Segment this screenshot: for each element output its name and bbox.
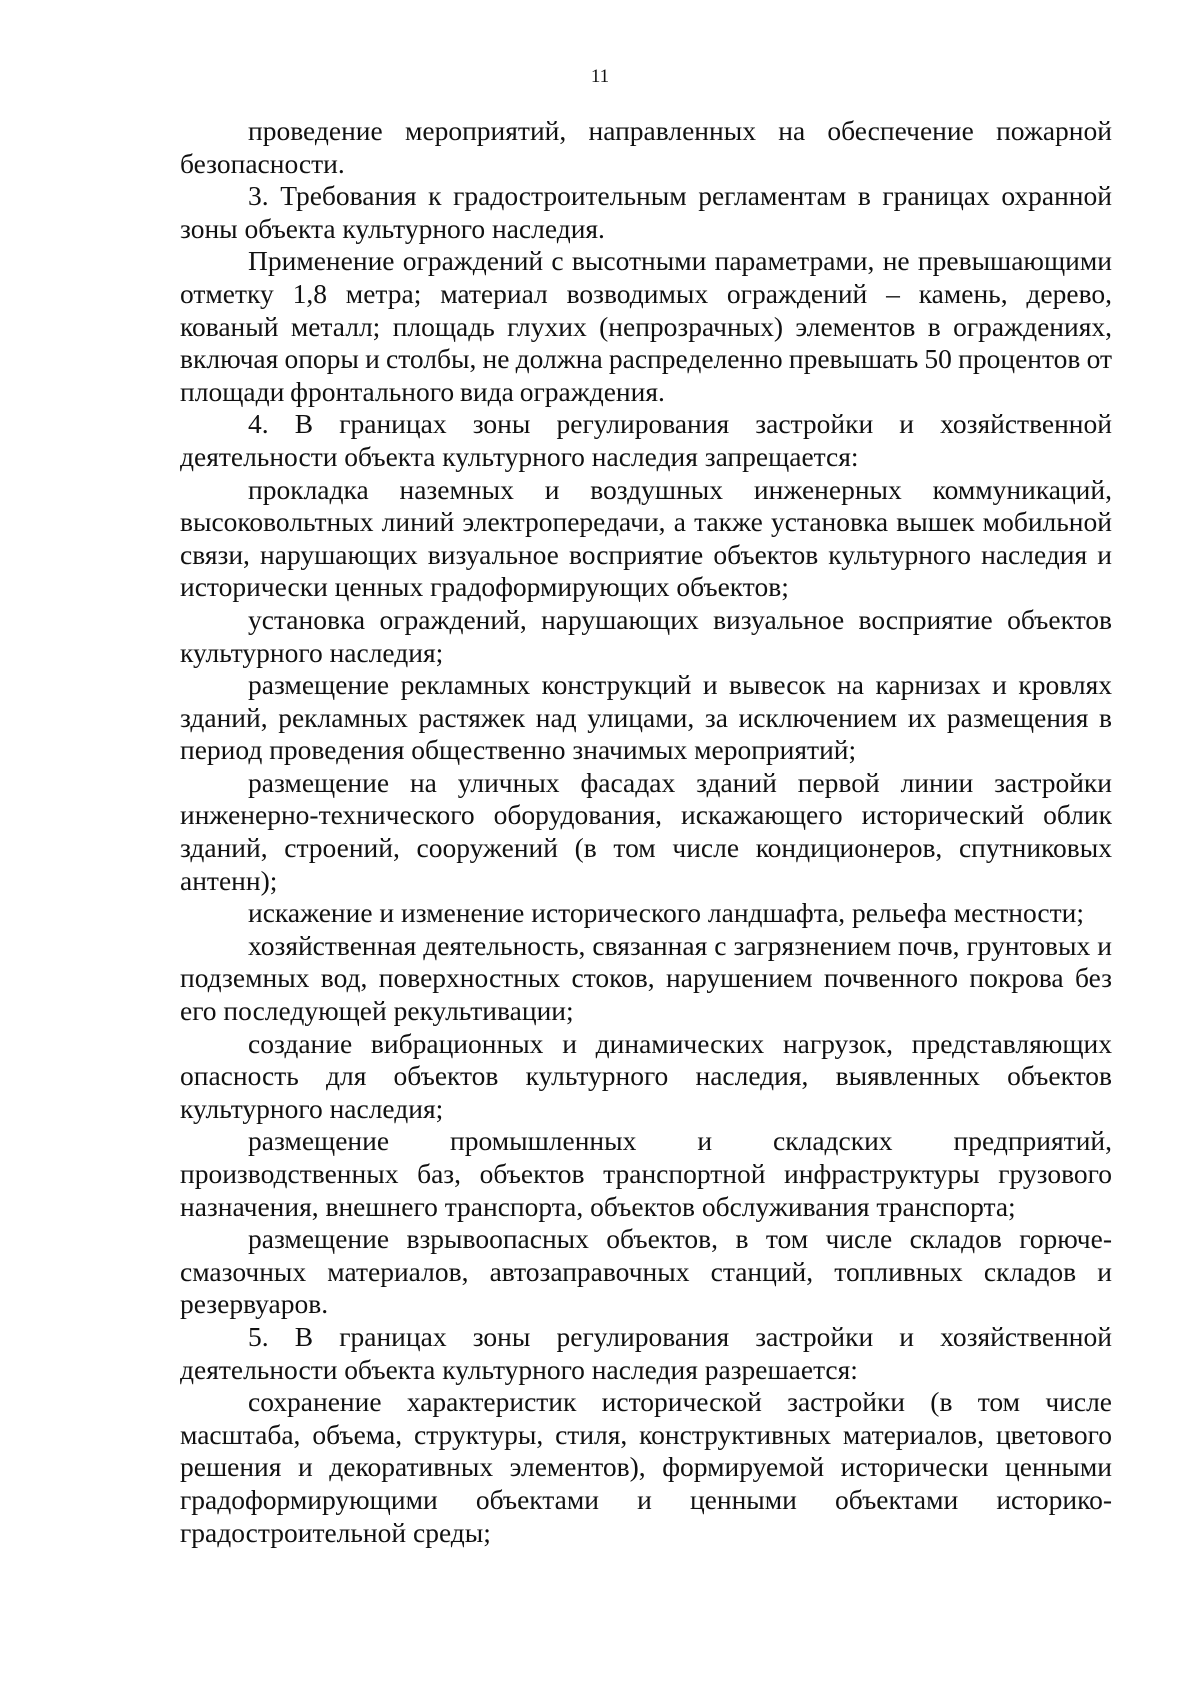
paragraph-section-5-heading: 5. В границах зоны регулирования застройки и хозяйственной деятельности объекта культурного наследия разрешается: — [180, 1320, 1112, 1385]
list-item-allowed-preservation: сохранение характеристик исторической застройки (в том числе масштаба, объема, структуры, стиля, конструктивных материалов, цветового решения и декоративных элементов), формируемой исторически ценными градоформирующими объектами и ценными объектами историко-градостроительной среды; — [180, 1386, 1112, 1548]
list-item-prohibited-fences: установка ограждений, нарушающих визуальное восприятие объектов культурного наследия; — [180, 603, 1112, 668]
list-item-prohibited-pollution: хозяйственная деятельность, связанная с загрязнением почв, грунтовых и подземных вод, поверхностных стоков, нарушением почвенного покрова без его последующей рекультивации; — [180, 929, 1112, 1027]
list-item-prohibited-communications: прокладка наземных и воздушных инженерных коммуникаций, высоковольтных линий электропередачи, а также установка вышек мобильной связи, нарушающих визуальное восприятие объектов культурного наследия и исторически ценных градоформирующих объектов; — [180, 473, 1112, 603]
paragraph-fire-safety-tail: проведение мероприятий, направленных на обеспечение пожарной безопасности. — [180, 115, 1112, 179]
document-body — [180, 115, 1112, 1549]
list-item-prohibited-advertising: размещение рекламных конструкций и вывесок на карнизах и кровлях зданий, рекламных растяжек над улицами, за исключением их размещения в период проведения общественно значимых мероприятий; — [180, 669, 1112, 766]
list-item-prohibited-vibration: создание вибрационных и динамических нагрузок, представляющих опасность для объектов культурного наследия, выявленных объектов культурного наследия; — [180, 1027, 1112, 1124]
list-item-prohibited-explosive: размещение взрывоопасных объектов, в том числе складов горюче-смазочных материалов, автозаправочных станций, топливных складов и резервуаров. — [180, 1223, 1112, 1320]
paragraph-section-4-heading: 4. В границах зоны регулирования застройки и хозяйственной деятельности объекта культурного наследия запрещается: — [180, 408, 1112, 472]
paragraph-fence-requirements: Применение ограждений с высотными параметрами, не превышающими отметку 1,8 метра; материал возводимых ограждений – камень, дерево, кованый металл; площадь глухих (непрозрачных) элементов в ограждениях, включая опоры и столбы, не должна распределенно превышать 50 процентов от площади фронтального вида ограждения. — [180, 245, 1112, 407]
page-number: 11 — [590, 66, 610, 87]
list-item-prohibited-landscape-change: искажение и изменение исторического ландшафта, рельефа местности; — [248, 897, 1084, 929]
list-item-prohibited-industrial: размещение промышленных и складских предприятий, производственных баз, объектов транспортной инфраструктуры грузового назначения, внешнего транспорта, объектов обслуживания транспорта; — [180, 1125, 1112, 1222]
paragraph-section-3-heading: 3. Требования к градостроительным регламентам в границах охранной зоны объекта культурного наследия. — [180, 180, 1112, 244]
list-item-prohibited-facade-equipment: размещение на уличных фасадах зданий первой линии застройки инженерно-технического оборудования, искажающего исторический облик зданий, строений, сооружений (в том числе кондиционеров, спутниковых антенн); — [180, 766, 1112, 896]
